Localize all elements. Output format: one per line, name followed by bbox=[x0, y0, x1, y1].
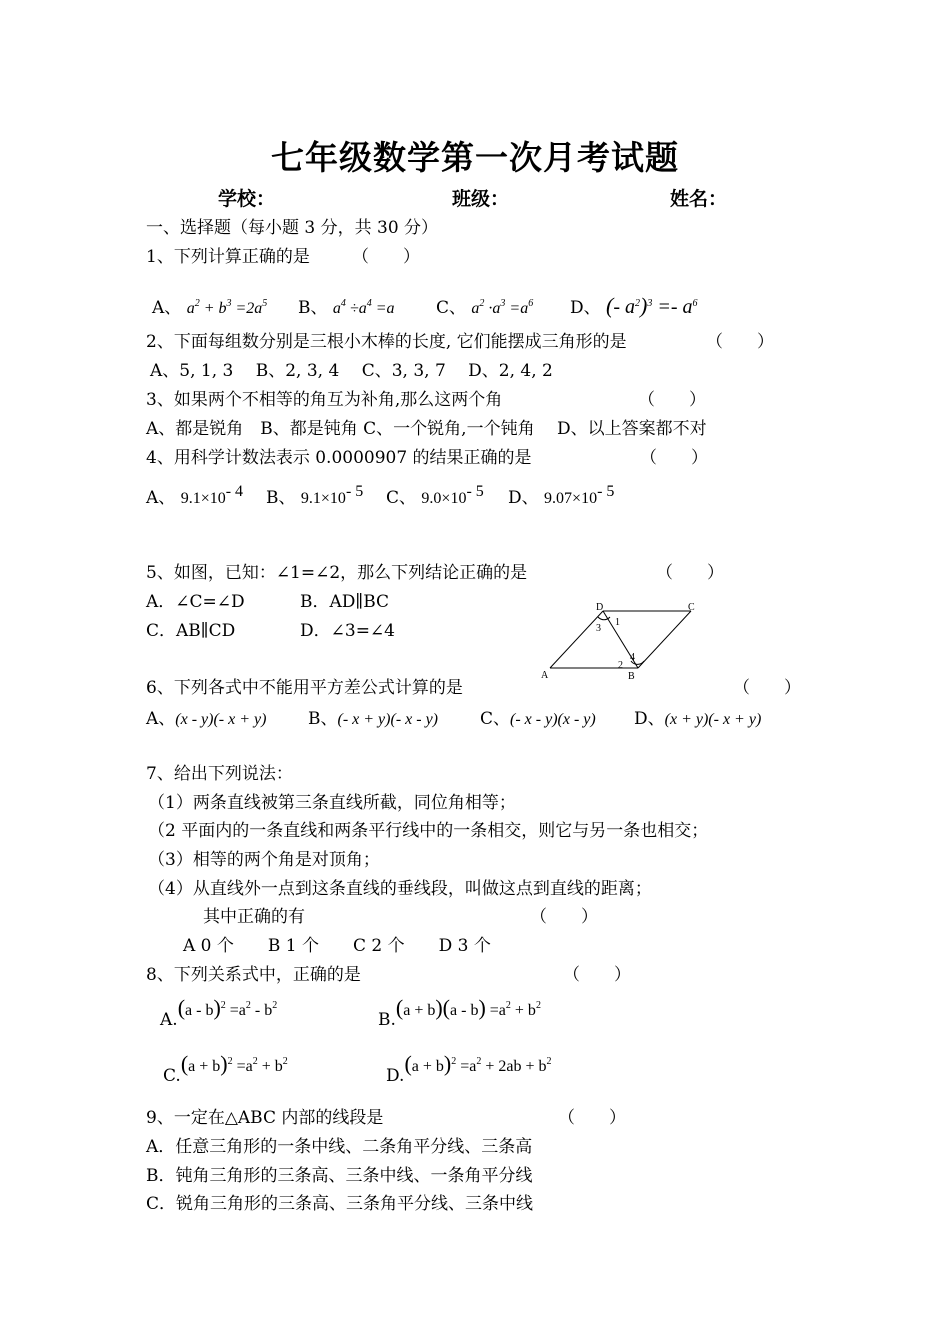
q3-stem: 3、如果两个不相等的角互为补角,那么这两个角 bbox=[146, 390, 503, 410]
q4-b-value: 9.1×10 bbox=[300, 490, 346, 507]
q9-option-c: C．锐角三角形的三条高、三条角平分线、三条中线 bbox=[146, 1194, 534, 1214]
section-heading: 一、选择题（每小题 3 分，共 30 分） bbox=[146, 218, 439, 238]
angle-4-label: 4 bbox=[630, 652, 635, 663]
q9-option-b: B．钝角三角形的三条高、三条中线、一条角平分线 bbox=[146, 1166, 533, 1186]
q1-option-d bbox=[570, 292, 698, 320]
q8-b-label: B. bbox=[378, 1010, 396, 1030]
q4-b-exp: - 5 bbox=[345, 483, 364, 500]
q5-answer-paren: （ ） bbox=[656, 563, 724, 583]
q2-answer-paren: （ ） bbox=[706, 332, 774, 352]
q8-answer-paren: （ ） bbox=[563, 965, 631, 985]
q4-d-label: D、 bbox=[508, 488, 539, 508]
q1-a-formula: $a^2 + b^3 =2a^5$ bbox=[186, 298, 268, 317]
q8-a-formula: $(a - b)^2 =a^2 - b^2$ bbox=[177, 995, 278, 1020]
q4-option-a bbox=[146, 480, 243, 511]
q4-c-exp: - 5 bbox=[466, 483, 484, 500]
q1-d-label: D、 bbox=[570, 298, 601, 318]
q4-c-label: C、 bbox=[386, 488, 417, 508]
q1-c-formula: $a^2 \cdot a^3 =a^6$ bbox=[471, 298, 534, 317]
q6-option-d bbox=[634, 707, 761, 732]
q9-stem: 9、一定在△ABC 内部的线段是 bbox=[146, 1108, 384, 1128]
vertex-a-label: A bbox=[541, 670, 549, 681]
q4-a-exp: - 4 bbox=[225, 483, 244, 500]
q1-stem: 1、下列计算正确的是 bbox=[146, 247, 310, 267]
q6-c-label: C、 bbox=[480, 709, 511, 729]
angle-1-label: 1 bbox=[615, 617, 620, 628]
vertex-d-label: D bbox=[596, 602, 604, 613]
q8-option-c bbox=[163, 1050, 288, 1086]
q6-b-label: B、 bbox=[308, 709, 338, 729]
q8-d-label: D. bbox=[386, 1066, 405, 1086]
q9-option-a: A．任意三角形的一条中线、二条角平分线、三条高 bbox=[146, 1137, 533, 1157]
q8-c-formula: $(a + b)^2 =a^2 + b^2$ bbox=[180, 1051, 288, 1076]
q1-b-formula: $a^4 \div a^4 =a$ bbox=[332, 298, 395, 317]
q6-stem: 6、下列各式中不能用平方差公式计算的是 bbox=[146, 678, 463, 698]
q2-options: A、5, 1, 3 B、2, 3, 4 C、3, 3, 7 D、2, 4, 2 bbox=[150, 361, 553, 381]
q7-statement-2: （2 平面内的一条直线和两条平行线中的一条相交，则它与另一条也相交； bbox=[148, 821, 709, 841]
q4-stem: 4、用科学计数法表示 0.0000907 的结果正确的是 bbox=[146, 448, 532, 468]
q5-option-d: D．∠3=∠4 bbox=[300, 621, 395, 641]
q1-option-a bbox=[152, 292, 267, 321]
q3-options: A、都是锐角 B、都是钝角 C、一个锐角,一个钝角 D、以上答案都不对 bbox=[146, 419, 707, 439]
q5-option-b: B．AD∥BC bbox=[300, 592, 390, 612]
q5-stem: 5、如图，已知：∠1=∠2，那么下列结论正确的是 bbox=[146, 563, 528, 583]
side-ad bbox=[550, 611, 603, 668]
q8-option-d bbox=[386, 1050, 552, 1086]
q4-a-label: A、 bbox=[146, 488, 176, 508]
q6-b-expr: (- x + y)(- x - y) bbox=[337, 711, 438, 728]
q7-statement-4: （4）从直线外一点到这条直线的垂线段，叫做这点到直线的距离； bbox=[148, 879, 652, 899]
page-title: 七年级数学第一次月考试题 bbox=[271, 138, 679, 177]
class-label: 班级： bbox=[452, 188, 510, 210]
vertex-b-label: B bbox=[628, 671, 635, 682]
q4-b-label: B、 bbox=[266, 488, 296, 508]
q7-stem: 7、给出下列说法： bbox=[146, 764, 293, 784]
q1-option-b bbox=[298, 292, 394, 321]
q6-d-label: D、 bbox=[634, 709, 665, 729]
q8-c-label: C. bbox=[163, 1066, 181, 1086]
q6-c-expr: (- x - y)(x - y) bbox=[510, 711, 596, 728]
q1-d-formula: (- $a^2)^3 =- a^6$ bbox=[606, 293, 698, 318]
q8-a-label: A. bbox=[160, 1010, 178, 1030]
q7-statement-1: （1）两条直线被第三条直线所截，同位角相等； bbox=[148, 793, 516, 813]
q8-b-formula: $(a + b)(a - b) =a^2 + b^2$ bbox=[395, 995, 541, 1020]
q3-answer-paren: （ ） bbox=[638, 390, 706, 410]
q8-stem: 8、下列关系式中，正确的是 bbox=[146, 965, 361, 985]
side-cb bbox=[638, 611, 691, 668]
q6-a-expr: (x - y)(- x + y) bbox=[175, 711, 267, 728]
q4-answer-paren: （ ） bbox=[640, 448, 708, 468]
q7-statement-3: （3）相等的两个角是对顶角； bbox=[148, 850, 380, 870]
vertex-c-label: C bbox=[688, 602, 695, 613]
q1-c-label: C、 bbox=[436, 298, 467, 318]
q6-d-expr: (x + y)(- x + y) bbox=[664, 711, 762, 728]
q9-answer-paren: （ ） bbox=[558, 1108, 626, 1128]
q4-d-value: 9.07×10 bbox=[544, 490, 598, 507]
q4-option-d bbox=[508, 480, 614, 511]
q7-options: A 0 个 B 1 个 C 2 个 D 3 个 bbox=[183, 936, 491, 956]
q4-a-value: 9.1×10 bbox=[180, 490, 226, 507]
q8-option-a bbox=[160, 994, 278, 1030]
q6-option-b bbox=[308, 707, 438, 732]
q8-d-formula: $(a + b)^2 =a^2 + 2ab + b^2$ bbox=[404, 1051, 552, 1076]
q1-option-c bbox=[436, 292, 533, 321]
angle-3-label: 3 bbox=[596, 623, 601, 634]
q5-option-a: A．∠C=∠D bbox=[146, 592, 245, 612]
q2-stem: 2、下面每组数分别是三根小木棒的长度, 它们能摆成三角形的是 bbox=[146, 332, 627, 352]
q8-option-b bbox=[378, 994, 541, 1030]
q7-question: 其中正确的有 bbox=[203, 907, 305, 927]
q1-answer-paren: （ ） bbox=[352, 247, 420, 267]
q4-d-exp: - 5 bbox=[597, 483, 615, 500]
q4-c-value: 9.0×10 bbox=[421, 490, 467, 507]
q4-option-c bbox=[386, 480, 484, 511]
q6-a-label: A、 bbox=[146, 709, 176, 729]
school-label: 学校： bbox=[218, 188, 276, 210]
q7-answer-paren: （ ） bbox=[530, 907, 598, 927]
q5-option-c: C．AB∥CD bbox=[146, 621, 236, 641]
q1-a-label: A、 bbox=[152, 298, 182, 318]
q6-answer-paren: （ ） bbox=[733, 678, 801, 698]
q1-b-label: B、 bbox=[298, 298, 328, 318]
parallelogram-figure bbox=[538, 600, 708, 682]
q4-option-b bbox=[266, 480, 363, 511]
q6-option-a bbox=[146, 707, 266, 732]
angle-2-label: 2 bbox=[618, 660, 623, 671]
name-label: 姓名： bbox=[670, 188, 728, 210]
q6-option-c bbox=[480, 707, 596, 732]
